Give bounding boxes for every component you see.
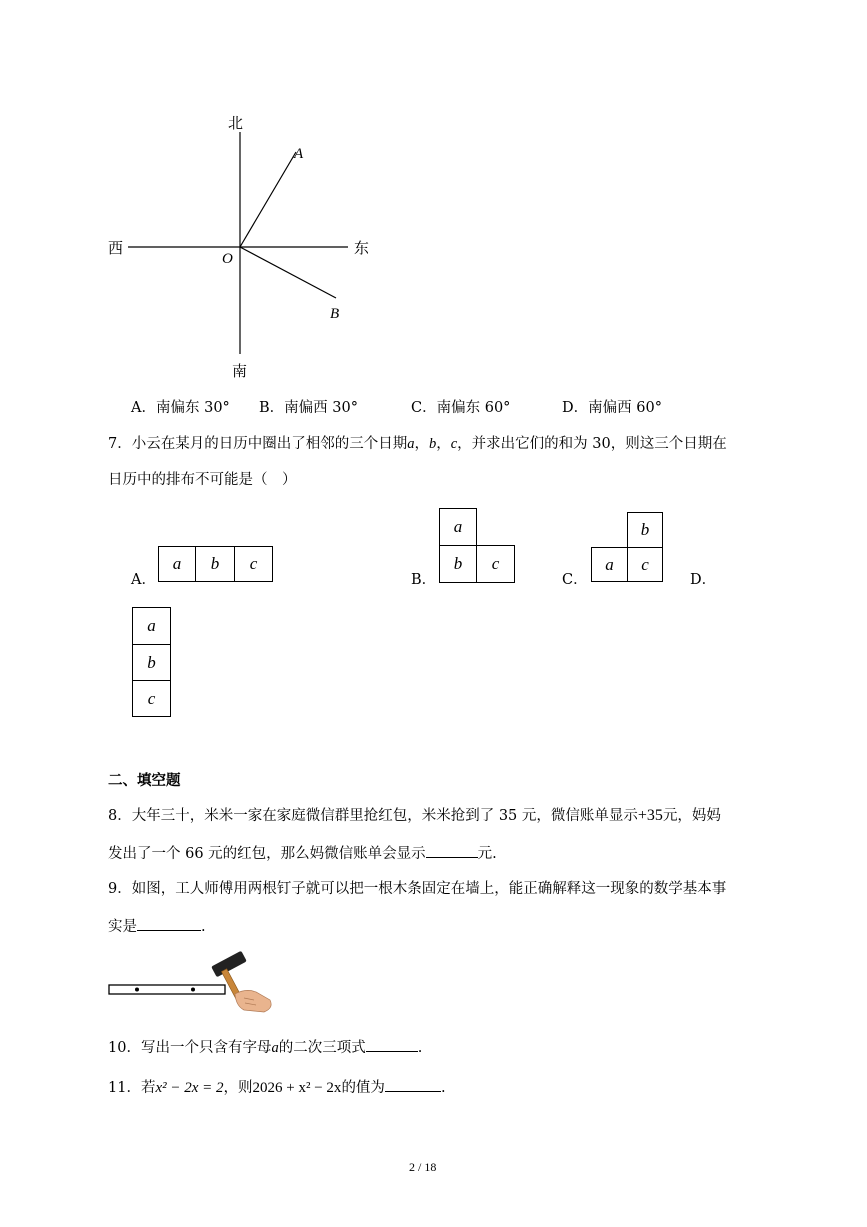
- q7-option-a-label: A．: [131, 572, 156, 588]
- point-b-label: B: [330, 306, 340, 322]
- q7-option-c-label: C．: [562, 572, 588, 588]
- q7-stem-line1: 7．小云在某月的日历中圈出了相邻的三个日期a，b，c，并求出它们的和为 30，则这三个日期在: [108, 436, 727, 452]
- q9-stem-line2: 实是 .: [108, 916, 206, 937]
- grid-cell: b: [627, 512, 663, 548]
- grid-cell: c: [234, 546, 273, 582]
- answer-blank[interactable]: [385, 1077, 441, 1092]
- grid-cell: b: [439, 545, 477, 583]
- nail-dot: [191, 988, 195, 992]
- point-a-label: A: [294, 146, 304, 162]
- grid-cell: b: [195, 546, 235, 582]
- q6-option-b: B．南偏西 30°: [259, 400, 358, 416]
- north-label: 北: [228, 116, 244, 132]
- q11-stem: 11．若x² − 2x = 2，则2026 + x² − 2x的值为 .: [108, 1077, 446, 1098]
- south-label: 南: [232, 364, 248, 380]
- page-number: 2 / 18: [409, 1160, 437, 1174]
- q8-stem-line1: 8．大年三十，米米一家在家庭微信群里抢红包，米米抢到了 35 元，微信账单显示+35元，妈妈: [108, 807, 721, 824]
- q10-stem: 10．写出一个只含有字母a的二次三项式 .: [108, 1037, 422, 1058]
- section-title: 二、填空题: [108, 773, 181, 789]
- q7-stem-line2: 日历中的排布不可能是（ ）: [108, 472, 297, 488]
- answer-blank[interactable]: [137, 916, 201, 931]
- grid-cell: b: [132, 644, 171, 681]
- grid-cell: c: [132, 680, 171, 717]
- grid-cell: a: [439, 508, 477, 546]
- q7-option-d-label: D．: [690, 572, 717, 588]
- q6-option-a: A．南偏东 30°: [131, 400, 230, 416]
- wooden-strip: [109, 985, 225, 994]
- nail-board-figure: [104, 950, 279, 1020]
- east-label: 东: [354, 241, 370, 257]
- q7-option-b-label: B．: [411, 572, 437, 588]
- hammer-icon: [211, 951, 271, 1012]
- q8-stem-line2: 发出了一个 66 元的红包，那么妈微信账单会显示 元.: [108, 843, 497, 864]
- ray-oa: [240, 152, 296, 247]
- nail-dot: [135, 988, 139, 992]
- q9-stem-line1: 9．如图，工人师傅用两根钉子就可以把一根木条固定在墙上，能正确解释这一现象的数学基本事: [108, 881, 727, 897]
- grid-cell: a: [591, 547, 628, 582]
- origin-label: O: [222, 251, 233, 267]
- grid-cell: a: [132, 607, 171, 645]
- west-label: 西: [108, 241, 124, 257]
- compass-diagram: [100, 108, 390, 383]
- grid-cell: a: [158, 546, 196, 582]
- q6-option-c: C．南偏东 60°: [411, 400, 511, 416]
- q6-option-d: D．南偏西 60°: [562, 400, 662, 416]
- answer-blank[interactable]: [366, 1037, 418, 1052]
- answer-blank[interactable]: [426, 843, 478, 858]
- ray-ob: [240, 247, 336, 298]
- grid-cell: c: [627, 547, 663, 582]
- grid-cell: c: [476, 545, 515, 583]
